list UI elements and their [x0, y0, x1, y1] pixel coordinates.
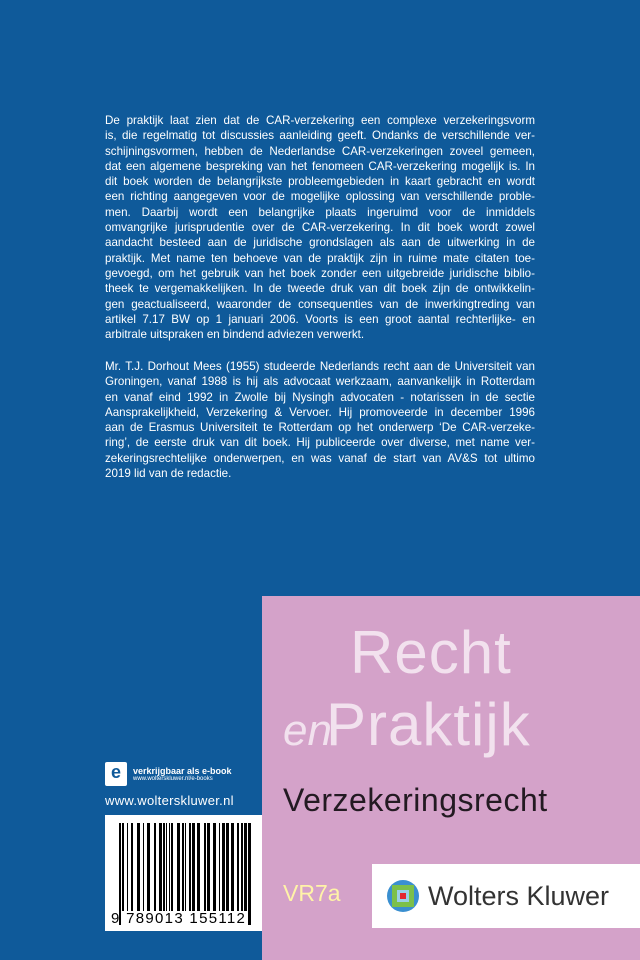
barcode-bar [163, 823, 165, 911]
ebook-url: www.wolterskluwer.nl/e-books [133, 776, 213, 782]
barcode-bar [182, 823, 184, 911]
text-line: aan de Erasmus Universiteit te Rotterdam op het onderwerp ‘De CAR-verzeke- [105, 421, 535, 435]
publisher-name: Wolters Kluwer [428, 880, 610, 911]
text-line: dat een algemene bespreking van het fenomeen CAR-verzekering mogelijk is. In [105, 159, 535, 173]
barcode-bar [189, 823, 191, 911]
text-line: 2019 lid van de redactie. [105, 467, 232, 481]
barcode-bar [231, 823, 234, 911]
text-line: Aansprakelijkheid, Verzekering & Vervoer. Hij promoveerde in december 1996 [105, 405, 535, 419]
barcode-bar [248, 823, 251, 925]
blurb-paragraph [105, 113, 535, 342]
text-line: De praktijk laat zien dat de CAR-verzekering een complexe verzekeringsvorm [105, 114, 535, 127]
barcode-bar [169, 823, 170, 911]
barcode-bar [147, 823, 150, 911]
text-line: artikel 7.17 BW op 1 januari 2006. Voorts is een groot aantal rechterlijke- en [105, 312, 535, 326]
barcode-bar [154, 823, 156, 911]
text-line: men. Daarbij wordt een belangrijke plaats ingeruimd voor de inmiddels [105, 205, 535, 219]
barcode-bar [127, 823, 128, 911]
publisher-logo [372, 864, 640, 928]
text-line: Groningen, vanaf 1988 is hij als advocaat werkzaam, aanvankelijk in Rotterdam [105, 375, 535, 389]
text-line: Mr. T.J. Dorhout Mees (1955) studeerde Nederlands recht aan de Universiteit van [105, 360, 535, 373]
series-title-praktijk: Praktijk [326, 691, 531, 758]
text-line: theek te vergemakkelijken. In de tweede druk van dit boek zijn de ontwikkelin- [105, 282, 535, 296]
barcode-bar [204, 823, 206, 911]
barcode-bar [213, 823, 216, 911]
ebook-label: verkrijgbaar als e-book [133, 766, 232, 776]
subject-title: Verzekeringsrecht [283, 782, 548, 818]
ebook-badge [105, 762, 232, 786]
barcode-bar [171, 823, 173, 911]
text-line: praktijk. Met name ten behoeve van de praktijk zijn in ruime mate citaten toe- [105, 251, 535, 265]
publisher-website: www.wolterskluwer.nl [105, 793, 234, 808]
text-line: en vanaf eind 1992 in Zwolle bij Nysingh advocaten - notarissen in de sectie [105, 390, 535, 404]
barcode-bar [226, 823, 229, 911]
author-bio-paragraph [105, 359, 535, 481]
barcode-bar [197, 823, 200, 911]
barcode-bar [222, 823, 225, 911]
barcode-bar [131, 823, 133, 911]
text-line: omvangrijke jurisprudentie over de CAR-verzekering. In dit boek wordt zowel [105, 221, 535, 235]
text-line: zekeringsrechtelijke onderwerpen, en was vanaf de start van AV&S tot ultimo [105, 451, 535, 465]
isbn-number: 9 789013 155112 [111, 910, 247, 927]
text-line: aandacht besteed aan de juridische grondslagen als aan de uitwerking in de [105, 236, 535, 250]
barcode-bar [192, 823, 195, 911]
text-line: een richting aangegeven voor de mogelijke oplossing van verschillende proble- [105, 190, 535, 204]
barcode-bar [207, 823, 210, 911]
text-line: gen geactualiseerd, waaronder de consequenties van de inwerkingtreding van [105, 297, 535, 311]
barcode [105, 815, 262, 931]
barcode-bar [237, 823, 239, 911]
text-line: dit boek worden de belangrijkste probleemgebieden in kaart gebracht en wordt [105, 175, 535, 189]
barcode-bar [159, 823, 162, 911]
ebook-icon: e [105, 762, 127, 786]
text-line: is, die regelmatig tot discussies aanleiding geeft. Ondanks de verschillende ver- [105, 129, 535, 143]
barcode-bar [244, 823, 247, 911]
text-line: ring’, de eerste druk van dit boek. Hij publiceerde over diverse, met name ver- [105, 436, 535, 450]
series-title-recht: Recht [350, 619, 512, 686]
text-line: schijningsvormen, hebben de Nederlandse CAR-verzekeringen zoveel gemeen, [105, 144, 535, 158]
text-line: gevoegd, om het gebruik van het boek zonder een uitgebreide juridische biblio- [105, 266, 535, 280]
barcode-bar [143, 823, 144, 911]
barcode-bar [166, 823, 167, 911]
barcode-bar [177, 823, 180, 911]
series-code: VR7a [283, 880, 341, 906]
barcode-bar [137, 823, 140, 911]
text-line: arbitrale uitspraken en bindend adviezen verwerkt. [105, 328, 365, 342]
barcode-bar [122, 823, 124, 911]
barcode-bar [185, 823, 186, 911]
wolters-kluwer-logo-icon [386, 879, 420, 913]
barcode-bar [219, 823, 220, 911]
series-title-en: en [283, 706, 332, 755]
barcode-bar [241, 823, 243, 911]
